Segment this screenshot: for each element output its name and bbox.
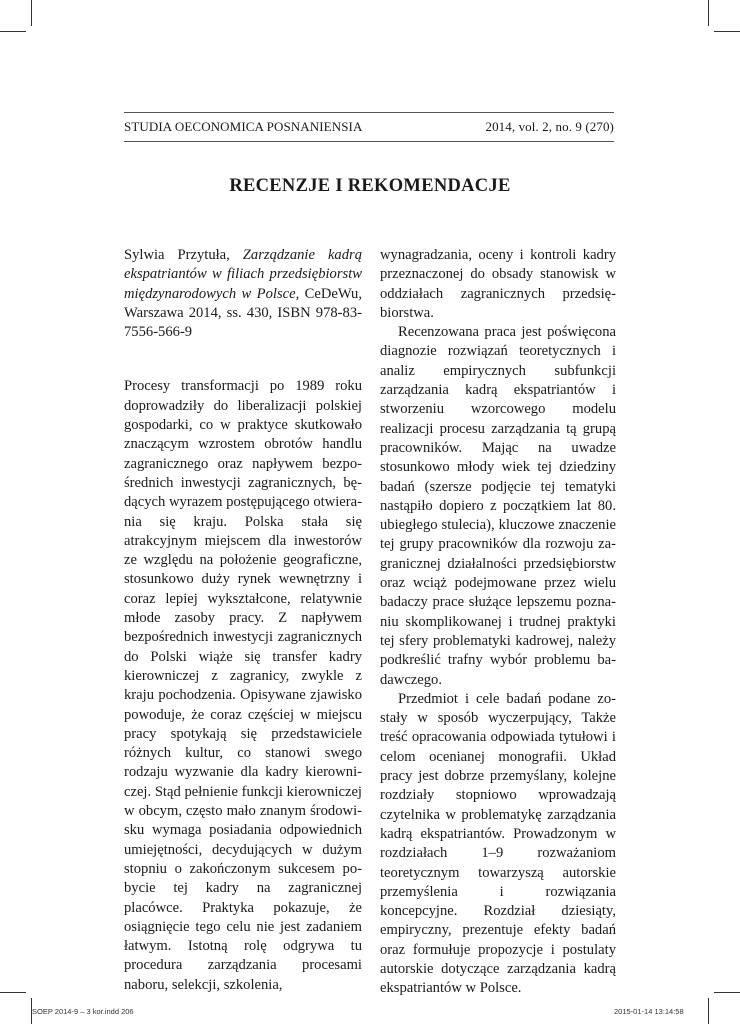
left-column — [124, 246, 362, 995]
body-paragraph: Procesy transformacji po 1989 roku doprowadziły do liberalizacji polskiej gospodarki, co w praktyce skutkowało znaczącym wzrostem obrotów handlu zagranicznego oraz napływem bezpośrednich inwestycji zagranicznych, będących wyrazem postępującego otwierania się kraju. Polska stała się atrakcyjnym miejscem dla inwestorów ze względu na położenie geograficzne, stosunkowo duży rynek wewnętrzny i coraz lepiej wykształcone, relatywnie młode zasoby pracy. Z napływem bezpośrednich inwestycji zagranicznych do Polski wiąże się transfer kadry kierowniczej z zagranicy, zwykle z kraju pochodzenia. Opisywane zjawisko powoduje, że coraz częściej w miejscu pracy spotykają się przedstawiciele różnych kultur, co stanowi swego rodzaju wyzwanie dla kadry kierowniczej. Stąd pełnienie funkcji kierowniczej w obcym, często mało znanym środowisku wymaga posiadania odpowiednich umiejętności, decydujących w dużym stopniu o zakończonym sukcesem pobycie tej kadry na zagranicznej placówce. Praktyka pokazuje, że osiągnięcie tego celu nie jest zadaniem łatwym. Istotną rolę odgrywa tu procedura zarządzania procesami naboru, selekcji, szkolenia, — [124, 378, 362, 993]
book-reference — [124, 246, 362, 342]
body-paragraph: Recenzowana praca jest poświęcona diagnozie rozwiązań teoretycznych i analiz empirycznych subfunkcji zarządzania kadrą ekspatriantów i stworzeniu wzorcowego modelu realizacji procesu zarządzania tą grupą pracowników. Mając na uwadze stosunkowo młody wiek tej dziedziny badań (szersze podjęcie tej tematyki nastąpiło dopiero z początkiem lat 80. ubiegłego stulecia), kluczowe znaczenie tej grupy pracowników dla rozwoju zagranicznej działalności przedsiębiorstw oraz wciąż podejmowane przez wielu badaczy prace służące lepszemu poznaniu skomplikowanej i trudnej praktyki tej sfery problematyki kadrowej, należy podkreślić trafny wybór problemu badawczego. — [380, 324, 616, 688]
crop-mark-top-left-v — [31, 0, 32, 26]
reference-publisher: CeDeWu, Warszawa 2014, ss. 430, ISBN 978-83-7556-566-9 — [124, 285, 363, 341]
crop-mark-bottom-right-h — [714, 992, 740, 993]
journal-name: STUDIA OECONOMICA POSNANIENSIA — [124, 119, 363, 134]
running-header — [124, 112, 614, 142]
section-title: RECENZJE I REKOMENDACJE — [229, 176, 511, 196]
crop-mark-top-right-v — [708, 0, 709, 26]
crop-mark-top-left-h — [0, 31, 26, 32]
print-footer-timestamp: 2015-01-14 13:14:58 — [614, 1007, 684, 1016]
crop-mark-bottom-right-v — [708, 998, 709, 1024]
crop-mark-top-right-h — [714, 31, 740, 32]
reference-title: Zarządzanie kadrą ekspatriantów w filiach przedsiębiorstw międzynarodowych w Polsce, — [124, 247, 362, 302]
body-paragraph: Przedmiot i cele badań podane zostały w sposób wyczerpujący, Także treść opracowania odpowiada tytułowi i celom ocenianej monografii. Układ pracy jest dobrze przemyślany, kolejne rozdziały stopniowo wprowadzają czytelnika w problematykę zarządzania kadrą ekspatriantów. Prowadzonym w rozdziałach 1–9 rozważaniom teoretycznym towarzyszą autorskie przemyślenia i rozwiązania koncepcyjne. Rozdział dziesiąty, empiryczny, prezentuje efekty badań oraz formułuje propozycje i postulaty autorskie dotyczące zarządzania kadrą ekspatriantów w Polsce. — [380, 690, 616, 997]
crop-mark-bottom-left-h — [0, 992, 26, 993]
reference-author: Sylwia Przytuła, — [124, 247, 243, 263]
issue-info: 2014, vol. 2, no. 9 (270) — [485, 119, 614, 134]
right-column — [380, 246, 616, 999]
print-footer-file: SOEP 2014-9 – 3 kor.indd 206 — [32, 1007, 134, 1016]
body-paragraph: wynagradzania, oceny i kontroli kadry przeznaczonej do obsady stanowisk w oddziałach zagranicznych przedsiębiorstwa. — [380, 247, 616, 321]
